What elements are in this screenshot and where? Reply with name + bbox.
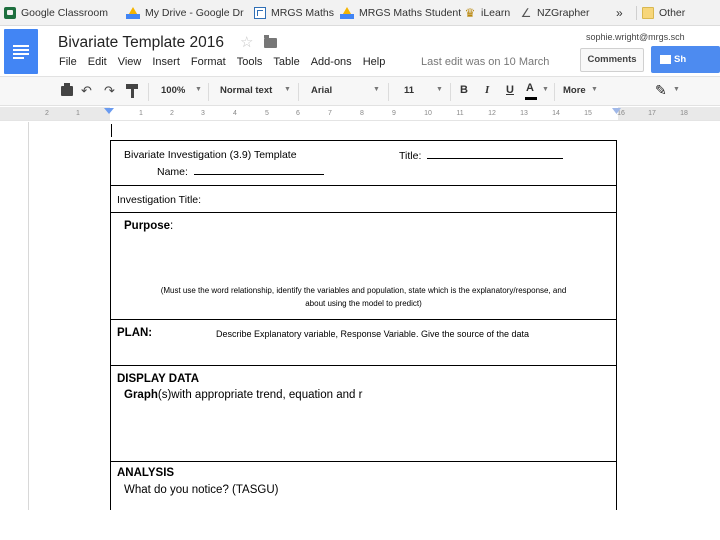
- chevron-down-icon: ▼: [195, 86, 202, 93]
- name-field[interactable]: [157, 165, 324, 178]
- bookmark-label: MRGS Maths Student: [359, 7, 462, 19]
- bookmark-mrgs-maths[interactable]: [254, 6, 334, 20]
- investigation-title-label: Investigation Title:: [117, 194, 202, 206]
- drive-icon: [340, 7, 354, 19]
- table-row-analysis[interactable]: [111, 462, 616, 510]
- template-heading: Bivariate Investigation (3.9) Template: [124, 149, 297, 161]
- site-icon: [254, 7, 266, 19]
- display-data-heading: DISPLAY DATA: [117, 373, 200, 385]
- docs-header: [0, 26, 720, 76]
- text-color-swatch: [525, 97, 537, 100]
- chevron-down-icon: ▼: [673, 86, 680, 93]
- chevron-down-icon: ▼: [436, 86, 443, 93]
- title-blank-line: [427, 149, 563, 159]
- style-select[interactable]: Normal text: [220, 85, 273, 96]
- menu-help[interactable]: Help: [362, 56, 386, 68]
- classroom-icon: [4, 7, 16, 19]
- folder-icon: [642, 7, 654, 19]
- bookmark-label: MRGS Maths: [271, 7, 335, 19]
- menu-view[interactable]: View: [117, 56, 142, 68]
- comments-button[interactable]: Comments: [580, 48, 644, 72]
- bookmark-google-classroom[interactable]: [4, 6, 108, 20]
- purpose-heading: Purpose:: [124, 220, 174, 232]
- docs-logo-icon[interactable]: [4, 29, 38, 74]
- bookmarks-bar: [0, 0, 720, 26]
- name-blank-line: [194, 165, 324, 175]
- page-edge: [28, 122, 29, 510]
- document-title[interactable]: Bivariate Template 2016: [58, 34, 225, 51]
- ruler-ticks: 2 1 1 2 3 4 5 6 7 8 9 10 11 12 13 14 15 16 17 18: [45, 110, 688, 117]
- toolbar-divider: [554, 83, 555, 101]
- table-row-purpose[interactable]: [111, 213, 616, 320]
- font-size-select[interactable]: 11: [404, 85, 415, 96]
- text-color-button[interactable]: A: [526, 82, 534, 94]
- analysis-prompt: What do you notice? (TASGU): [124, 484, 279, 496]
- menu-insert[interactable]: Insert: [152, 56, 180, 68]
- analysis-heading: ANALYSIS: [117, 467, 175, 479]
- undo-icon[interactable]: ↶: [81, 83, 92, 98]
- bookmark-label: My Drive - Google Dr: [145, 7, 244, 19]
- display-graph-instruction: Graph(s)with appropriate trend, equation and r: [124, 389, 363, 401]
- toolbar-divider: [388, 83, 389, 101]
- bold-button[interactable]: B: [460, 84, 468, 96]
- chevron-down-icon: ▼: [542, 86, 549, 93]
- bookmark-label: Other: [659, 7, 686, 19]
- redo-icon[interactable]: ↷: [104, 83, 115, 98]
- bookmark-label: NZGrapher: [537, 7, 590, 19]
- menu-tools[interactable]: Tools: [236, 56, 263, 68]
- bookmarks-divider: [636, 6, 637, 20]
- title-label: Title:: [399, 150, 422, 162]
- menu-format[interactable]: Format: [190, 56, 226, 68]
- toolbar-divider: [148, 83, 149, 101]
- font-select[interactable]: Arial: [311, 85, 333, 96]
- plan-instruction: Describe Explanatory variable, Response Variable. Give the source of the data: [216, 329, 530, 339]
- paint-format-icon[interactable]: [126, 84, 138, 98]
- name-label: Name:: [157, 166, 188, 178]
- menu-add-ons[interactable]: Add-ons: [310, 56, 352, 68]
- nzgrapher-icon: ∠: [520, 6, 532, 20]
- bookmark-other[interactable]: [642, 6, 685, 20]
- purpose-note-line-1: (Must use the word relationship, identify the variables and population, state which is the explanatory/response, and: [160, 286, 567, 295]
- formatting-toolbar: [0, 76, 720, 106]
- toolbar-divider: [208, 83, 209, 101]
- menu-table[interactable]: Table: [273, 56, 300, 68]
- share-label: Sh: [674, 54, 687, 65]
- table-row-display-data[interactable]: [111, 366, 616, 462]
- underline-button[interactable]: U: [506, 84, 514, 96]
- last-edit-link[interactable]: Last edit was on 10 March: [421, 56, 550, 68]
- table-row-investigation-title[interactable]: [111, 186, 616, 213]
- bookmark-label: iLearn: [481, 7, 511, 19]
- more-button[interactable]: More: [563, 85, 586, 96]
- move-folder-icon[interactable]: [264, 38, 277, 48]
- share-button[interactable]: [651, 46, 720, 73]
- toolbar-divider: [298, 83, 299, 101]
- share-icon: [660, 55, 671, 64]
- bookmarks-overflow-button[interactable]: »: [616, 6, 623, 20]
- title-field[interactable]: [399, 149, 563, 162]
- print-icon[interactable]: [61, 86, 73, 96]
- toolbar-divider: [450, 83, 451, 101]
- chevron-down-icon: ▼: [284, 86, 291, 93]
- zoom-select[interactable]: 100%: [161, 85, 186, 96]
- chevron-down-icon: ▼: [373, 86, 380, 93]
- editing-mode-pen-icon[interactable]: ✎: [655, 82, 667, 98]
- purpose-note-line-2: about using the model to predict): [305, 299, 422, 308]
- plan-heading: PLAN:: [117, 327, 153, 339]
- bookmark-mrgs-maths-student[interactable]: [340, 6, 461, 20]
- bookmark-ilearn[interactable]: [464, 6, 510, 20]
- chevron-down-icon: ▼: [591, 86, 598, 93]
- template-table[interactable]: [110, 140, 617, 510]
- user-email[interactable]: sophie.wright@mrgs.sch: [586, 32, 685, 42]
- drive-icon: [126, 7, 140, 19]
- menu-file[interactable]: File: [59, 56, 77, 68]
- star-icon[interactable]: ☆: [240, 34, 254, 51]
- table-row-plan[interactable]: [111, 320, 616, 366]
- bookmark-label: Google Classroom: [21, 7, 108, 19]
- table-row-header[interactable]: [111, 141, 616, 186]
- bookmark-nzgrapher[interactable]: [520, 6, 590, 20]
- menu-edit[interactable]: Edit: [87, 56, 107, 68]
- menu-bar: [59, 56, 396, 70]
- italic-button[interactable]: I: [485, 84, 490, 96]
- bookmark-my-drive[interactable]: [126, 6, 244, 20]
- text-cursor: [111, 124, 112, 137]
- ilearn-icon: ♛: [464, 6, 476, 20]
